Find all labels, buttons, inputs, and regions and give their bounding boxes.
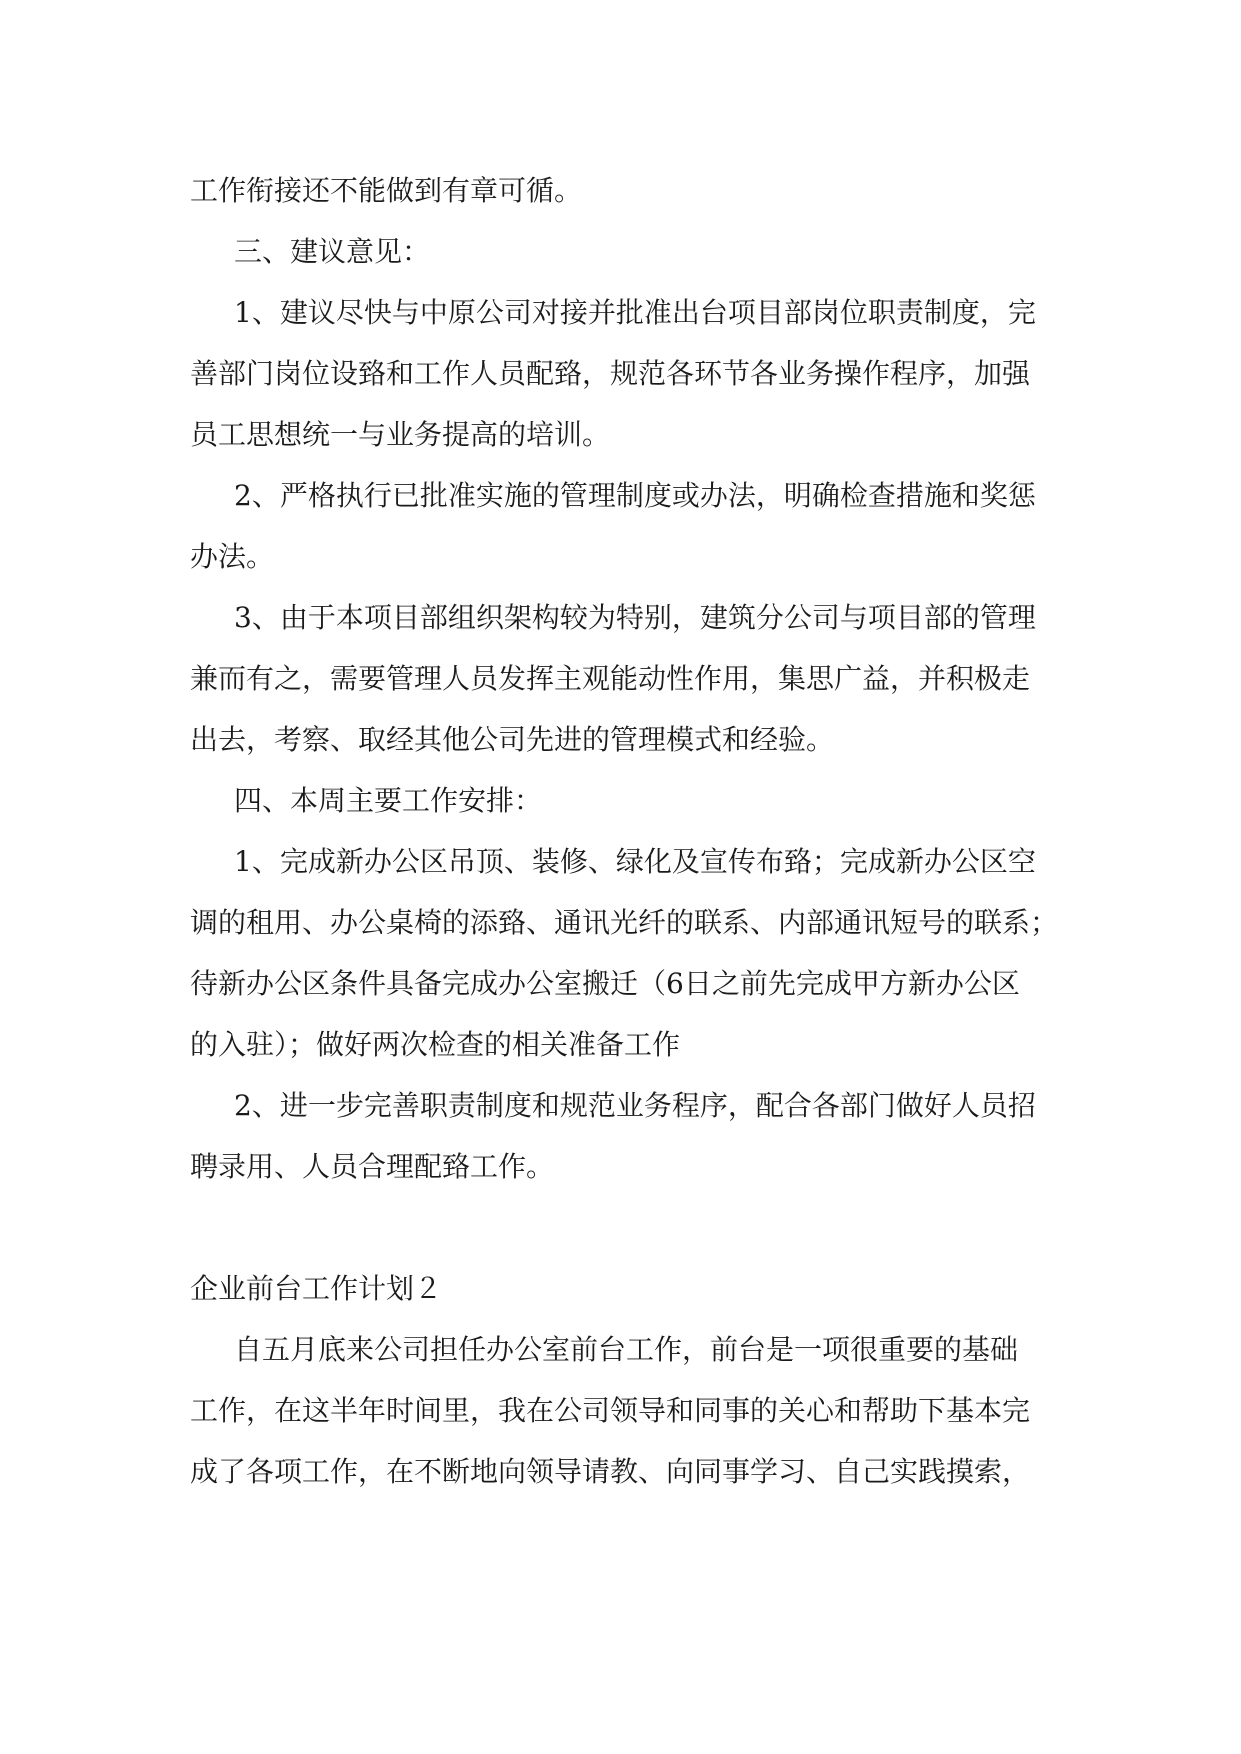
text-line: 2、严格执行已批准实施的管理制度或办法，明确检查措施和奖惩: [234, 479, 1036, 512]
text-line: 办法。: [190, 540, 275, 573]
text-line: 三、建议意见：: [234, 235, 431, 268]
paragraph-suggestion-1: [190, 282, 1070, 465]
text-line: 工作，在这半年时间里，我在公司领导和同事的关心和帮助下基本完: [190, 1394, 1031, 1427]
document-body: [190, 160, 1070, 1502]
paragraph-intro: [190, 1319, 1070, 1502]
section-heading-weekly-plan: [190, 770, 1070, 831]
text-line: 四、本周主要工作安排：: [234, 784, 543, 817]
paragraph-suggestion-3: [190, 587, 1070, 770]
text-line: 1、完成新办公区吊顶、装修、绿化及宣传布臵；完成新办公区空: [234, 845, 1036, 878]
text-line: 1、建议尽快与中原公司对接并批准出台项目部岗位职责制度，完: [234, 296, 1036, 329]
text-line: 自五月底来公司担任办公室前台工作，前台是一项很重要的基础: [234, 1333, 1019, 1366]
paragraph-task-1: [190, 831, 1070, 1075]
text-line: 聘录用、人员合理配臵工作。: [190, 1150, 555, 1183]
section-title: [190, 1258, 1070, 1319]
paragraph-task-2: [190, 1075, 1070, 1197]
paragraph-continuation: [190, 160, 1070, 221]
text-line: 员工思想统一与业务提高的培训。: [190, 418, 611, 451]
text-line: 调的租用、办公桌椅的添臵、通讯光纤的联系、内部通讯短号的联系；: [190, 906, 1059, 939]
text-line: 企业前台工作计划２: [190, 1272, 443, 1305]
text-line: 的入驻）；做好两次检查的相关准备工作: [190, 1028, 681, 1061]
paragraph-suggestion-2: [190, 465, 1070, 587]
text-line: 3、由于本项目部组织架构较为特别，建筑分公司与项目部的管理: [234, 601, 1036, 634]
text-line: 待新办公区条件具备完成办公室搬迁（6日之前先完成甲方新办公区: [190, 967, 1020, 1000]
text-line: 善部门岗位设臵和工作人员配臵，规范各环节各业务操作程序，加强: [190, 357, 1031, 390]
text-line: 工作衔接还不能做到有章可循。: [190, 174, 583, 207]
text-line: 2、进一步完善职责制度和规范业务程序，配合各部门做好人员招: [234, 1089, 1036, 1122]
text-line: 出去，考察、取经其他公司先进的管理模式和经验。: [190, 723, 835, 756]
text-line: 成了各项工作，在不断地向领导请教、向同事学习、自己实践摸索，: [190, 1455, 1031, 1488]
section-heading-suggestions: [190, 221, 1070, 282]
text-line: 兼而有之，需要管理人员发挥主观能动性作用，集思广益，并积极走: [190, 662, 1031, 695]
